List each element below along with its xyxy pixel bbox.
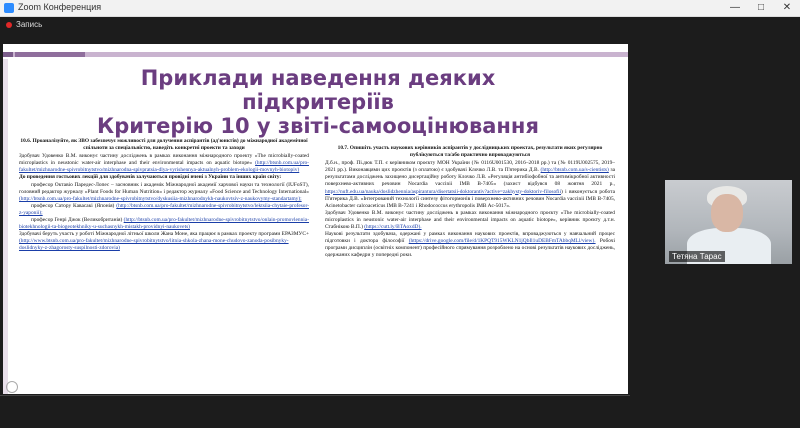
right-p2: Здобувач Удовенко В.М. виконує частину досліджень в рамках виконання міжнародного проєкту «The microbially-coated microplastics in neustonic water-air interphase and their environmental impacts on aquatic biotope», керівник проєкту д.т.н. Стабнікою В.П.) — [325, 209, 615, 231]
right-column — [325, 145, 615, 260]
right-p1b: за результатами досліджень захищено дисертаційну роботу Клочко Л.В. «Регуляція антибіофобної та антимікробної активності поверхнево-активних речовин Nocardia vaccinii IMB B-7405» (захист відбувся 08 жовтня 2021 р., — [325, 167, 615, 188]
participant-name: Тетяна Тарас — [669, 251, 725, 262]
right-p1c: ) і виконується робота П'ятерика Д.В. «Інтегрований технології синтезу фітогормонів і поверхнево-активних речовин Nocardia vaccinii IMB B-7405, Acinetobacter calcoaceticus IMB B-7241 і Rhodococcus erythropolis IMB Ac-5017». — [325, 188, 615, 209]
share-control-icon[interactable] — [6, 381, 18, 393]
slide-title-line2: Критерію 10 у звіті-самооцінювання — [97, 114, 539, 138]
left-p2: До проведення гостьових лекцій для здобувачів залучаються провідні вчені з України та інших країн світу: — [19, 174, 282, 181]
right-link4[interactable]: (https://drive.google.com/file/d/1KPQT915WKLN1jQbIl1uDEBFmTAbbqMLl/view). — [408, 238, 596, 245]
recording-dot-icon — [6, 22, 12, 28]
participant-face — [711, 194, 743, 232]
left-p4: професор Сатору Кавасакі (Японія) — [31, 202, 115, 209]
right-link2[interactable]: https://nuft.edu.ua/nauka/doslidzhennia/aspirantura/disertatsii-doktorantiv?active=zakhysty-doktoriv-filosofii — [325, 188, 561, 195]
right-heading: 10.7. Опишіть участь наукових керівників аспірантів у дослідницьких проектах, результати яких регулярно публікуються та/або практично впроваджуються — [337, 145, 603, 159]
zoom-app-icon — [4, 3, 14, 13]
slide-side-bar — [3, 59, 8, 394]
left-column — [19, 138, 309, 253]
left-link1[interactable]: (http://btsnb.com.ua/pro-fakultet/mizhnarodne-spivrobitnytstvo/mizhnarodna-spivpratsia-dlya-vyrishennya-aktualnyh-problem-ekologii-movnyh-biotopiv) — [19, 160, 309, 174]
left-link5[interactable]: (http://www.btsnb.com.ua/pro-fakultet/mizhnarodne-spivrobitnytstvo/litnia-shkola-zhana-mone-chudovo-zanoda-posibnyky-doslidnyky-z-zhagorosty-suspilnosti-zdorovia) — [19, 238, 289, 252]
window-title: Zoom Конференция — [18, 2, 102, 12]
right-p3: Наукові результати здобувача, одержані у рамках виконання наукових проектів, впроваджуються у навчальний процес підготовки і доктора філософії — [325, 231, 615, 245]
recording-indicator[interactable] — [0, 17, 800, 33]
left-p3: професор Октавіо Паредес-Лопес – засновник і академік Міжнародної академії харчової науки та технології (IUFoST), головний редактор журналу «Plant Foods for Human Nutrition» і редактор журналу «Food Science and Technology International» — [19, 181, 309, 195]
right-p1: Д.б.н., проф. Пі.дюк Т.П. є керівником проєкту МОН України (№ 0116U001530, 2016–2018 рр.) та (№ 0119U002575, 2019–2021 рр.). Виконавцями цих проєктів (з оплатою) є здобувачі Клочко Л.В. та П'ятерика Д.В. — [325, 160, 615, 174]
left-heading: 10.6. Проаналізуйте, як ЗВО забезпечує можливості для долучення аспірантів (ад'юнктів) до міжнародної академічної спільноти за спеціальністю, наведіть конкретні проекти та заходи — [20, 138, 308, 152]
maximize-icon[interactable]: □ — [757, 2, 765, 13]
left-p5: професор Генрі Джок (Великобританія) — [31, 217, 123, 224]
left-link4[interactable]: (http://btsnb.com.ua/pro-fakultet/mizhnarodne-spivrobitnytstvo/onlain-promovlennia-biotekhnologii-ta-biogeotekhniky-u-suchasnykh-mistakh-providnyi-naukovets) — [19, 217, 309, 231]
left-p1: Здобувач Удовенко В.М. виконує частину досліджень в рамках виконання міжнародного проекту «The microbially-coated microplastics in neustonic water-air interphase and their environmental impacts on aquatic biotope» — [19, 153, 309, 167]
left-link3[interactable]: (http://btsnb.com.ua/pro-fakultet/mizhnarodne-spivrobitnytstvo/lektsiia-chytaie-profesor-z-yaponii); — [19, 202, 309, 216]
right-link1[interactable]: (http://btsnb.com.ua/s-cientists) — [540, 167, 609, 174]
slide-title-line1: Приклади наведення деяких підкритеріїв — [140, 66, 496, 114]
right-p4: Робочі програми дисциплін (освітніх компонент) професійного спрямування розроблено на основі результатів наукових досліджень, одержаних кафедри у попередні роки. — [325, 238, 615, 259]
slide-top-bar — [3, 52, 628, 57]
screen-share-divider — [0, 395, 630, 396]
slide-title — [63, 66, 573, 138]
window-titlebar — [0, 0, 800, 17]
left-p6: Здобувачі беруть участь у роботі Міжнародної літньої школи Жана Моне, яка працює в рамках проекту програми ЕРАЗМУС+ — [19, 231, 309, 238]
close-icon[interactable]: ✕ — [782, 2, 792, 13]
recording-label: Запись — [16, 20, 43, 29]
minimize-icon[interactable]: — — [730, 2, 740, 13]
shared-screen-slide — [3, 44, 628, 394]
right-link3[interactable]: (https://cutt.ly/BTAoxdD). — [364, 224, 422, 231]
participant-video[interactable] — [665, 180, 792, 264]
left-link2[interactable]: (http://btsnb.com.ua/pro-fakultet/mizhnarodne-spivrobitnytstvo/dyskusiia-mizhnarodnykh-naukovtsiv-z-naukovymy-standartamy); — [19, 195, 302, 202]
